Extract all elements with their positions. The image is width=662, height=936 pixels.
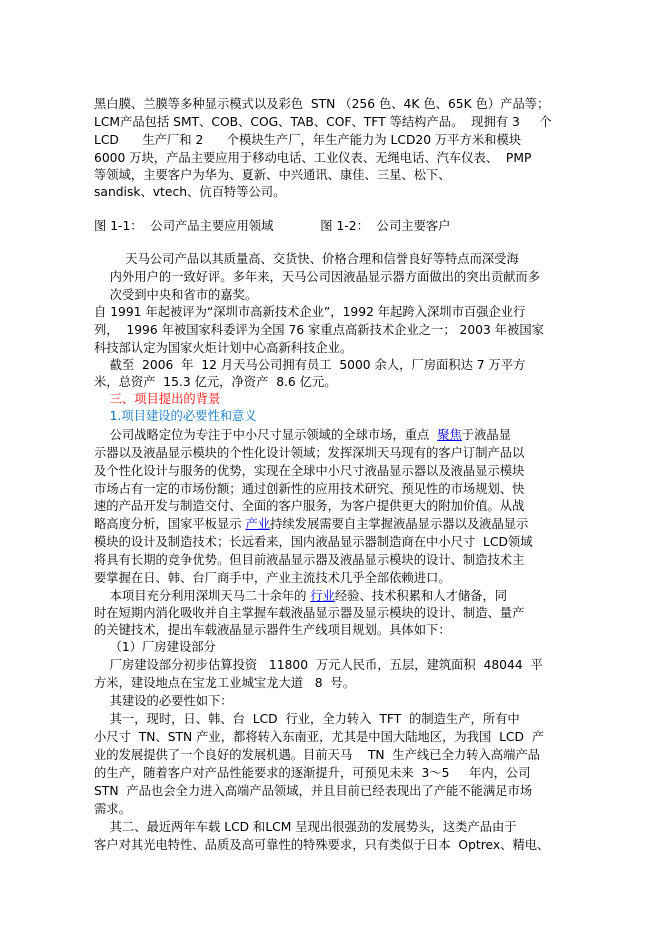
honors-line-3: 科技部认定为国家火炬计划中心高新科技企业。	[94, 341, 353, 355]
intro-line-6: sandisk、vtech、伉百特等公司。	[94, 185, 286, 199]
first-line-5: STN 产品也会全力进入高端产品领域，并且目前已经表现出了产能不能满足市场	[94, 784, 533, 798]
strategy-text: 略高度分析，国家平板显示	[94, 517, 246, 531]
figure-captions: 图 1-1： 公司产品主要应用领域 图 1-2： 公司主要客户	[94, 219, 451, 233]
link-focus[interactable]: 聚焦	[437, 428, 462, 442]
strategy-line-2: 示器以及液晶显示模块的个性化设计领域；发挥深圳天马现有的客户订制产品以	[94, 446, 525, 460]
intro-line-3: LCD 生产厂和 2 个模块生产厂，年生产能力为 LCD20 万平方米和模块	[94, 133, 522, 147]
second-line-1: 其二、最近两年车载 LCD 和LCM 呈现出很强劲的发展势头，这类产品由于	[94, 820, 517, 834]
project-line-3: 的关键技术，提出车载液晶显示器件生产线项目规划。具体如下：	[94, 623, 451, 637]
project-text: 经验、技术积累和人才储备，同	[334, 589, 508, 603]
link-sector[interactable]: 行业	[310, 589, 335, 603]
strategy-text: 持续发展需要自主掌握液晶显示器以及液晶显示	[270, 517, 529, 531]
project-line-2: 时在短期内消化吸收并自主掌握车载液晶显示器及显示模块的设计、制造、量产	[94, 606, 525, 620]
reputation-line-3: 次受到中央和省市的嘉奖。	[94, 288, 258, 302]
section-heading: 三、项目提出的背景	[94, 392, 221, 406]
strategy-line-1	[94, 427, 511, 444]
factory-heading: （1）厂房建设部分	[94, 640, 216, 654]
intro-line-5: 等领域，主要客户为华为、夏新、中兴通讯、康佳、三星、松下、	[94, 168, 451, 182]
staff-line-2: 米，总资产 15.3 亿元，净资产 8.6 亿元。	[94, 375, 337, 389]
intro-line-1: 黑白膜、兰膜等多种显示模式以及彩色 STN （256 色、4K 色、65K 色）产品等；	[94, 97, 550, 111]
intro-line-4: 6000 万块，产品主要应用于移动电话、工业仪表、无绳电话、汽车仪表、 PMP	[94, 151, 532, 165]
strategy-line-4: 市场占有一定的市场份额；通过创新性的应用技术研究、预见性的市场规划、快	[94, 482, 525, 496]
honors-line-1: 自 1991 年起被评为“深圳市高新技术企业”，1992 年起跨入深圳市百强企业行	[94, 305, 526, 319]
second-line-2: 客户对其光电特性、品质及高可靠性的特殊要求，只有类似于日本 Optrex、精电、	[94, 838, 550, 852]
strategy-line-7: 模块的设计及制造技术；长远看来，国内液晶显示器制造商在中小尺寸 LCD领域	[94, 535, 533, 549]
first-line-1: 其一，现时，日、韩、台 LCD 行业，全力转入 TFT 的制造生产，所有中	[94, 712, 520, 726]
subsection-heading: 1.项目建设的必要性和意义	[94, 409, 257, 423]
link-industry[interactable]: 产业	[245, 517, 271, 531]
project-text: 本项目充分利用深圳天马二十余年的	[94, 589, 311, 603]
necessity-line: 其建设的必要性如下：	[94, 694, 233, 708]
strategy-line-8: 将具有长期的竞争优势。但目前液晶显示器及液晶显示模块的设计、制造技术主	[94, 553, 525, 567]
first-line-3: 业的发展提供了一个良好的发展机遇。目前天马 TN 生产线已全力转入高端产品	[94, 748, 540, 762]
first-line-4: 的生产，随着客户对产品性能要求的逐渐提升，可预见未来 3～5 年内，公司	[94, 766, 531, 780]
reputation-line-1: 天马公司产品以其质量高、交货快、价格合理和信誉良好等特点而深受海	[94, 252, 519, 266]
first-line-6: 需求。	[94, 802, 131, 816]
first-line-2: 小尺寸 TN、STN 产业，都将转入东南亚，尤其是中国大陆地区，为我国 LCD 产	[94, 730, 545, 744]
strategy-line-6	[94, 516, 528, 533]
honors-line-2: 列， 1996 年被国家科委评为全国 76 家重点高新技术企业之一； 2003 年被国家	[94, 323, 544, 337]
reputation-line-2: 内外用户的一致好评。多年来，天马公司因液晶显示器方面做出的突出贡献而多	[94, 270, 541, 284]
intro-line-2: LCM产品包括 SMT、COB、COG、TAB、COF、TFT 等结构产品。 现拥有 3 个	[94, 115, 552, 129]
strategy-line-5: 速的产品开发与制造交付、全面的客户服务，为客户提供更大的附加价值。从战	[94, 499, 525, 513]
factory-line-2: 方米，建设地点在宝龙工业城宝龙大道 8 号。	[94, 676, 356, 690]
staff-line-1: 截至 2006 年 12 月天马公司拥有员工 5000 余人，厂房面积达 7 万平方	[94, 358, 526, 372]
strategy-line-3: 及个性化设计与服务的优势，实现在全球中小尺寸液晶显示器以及液晶显示模块	[94, 464, 525, 478]
factory-line-1: 厂房建设部分初步估算投资 11800 万元人民币，五层，建筑面积 48044 平	[94, 658, 543, 672]
strategy-line-9: 要掌握在日、韩、台厂商手中，产业主流技术几乎全部依赖进口。	[94, 571, 451, 585]
strategy-text: 于液晶显	[461, 428, 511, 442]
strategy-text: 公司战略定位为专注于中小尺寸显示领域的全球市场，重点	[94, 428, 438, 442]
project-line-1	[94, 588, 507, 605]
